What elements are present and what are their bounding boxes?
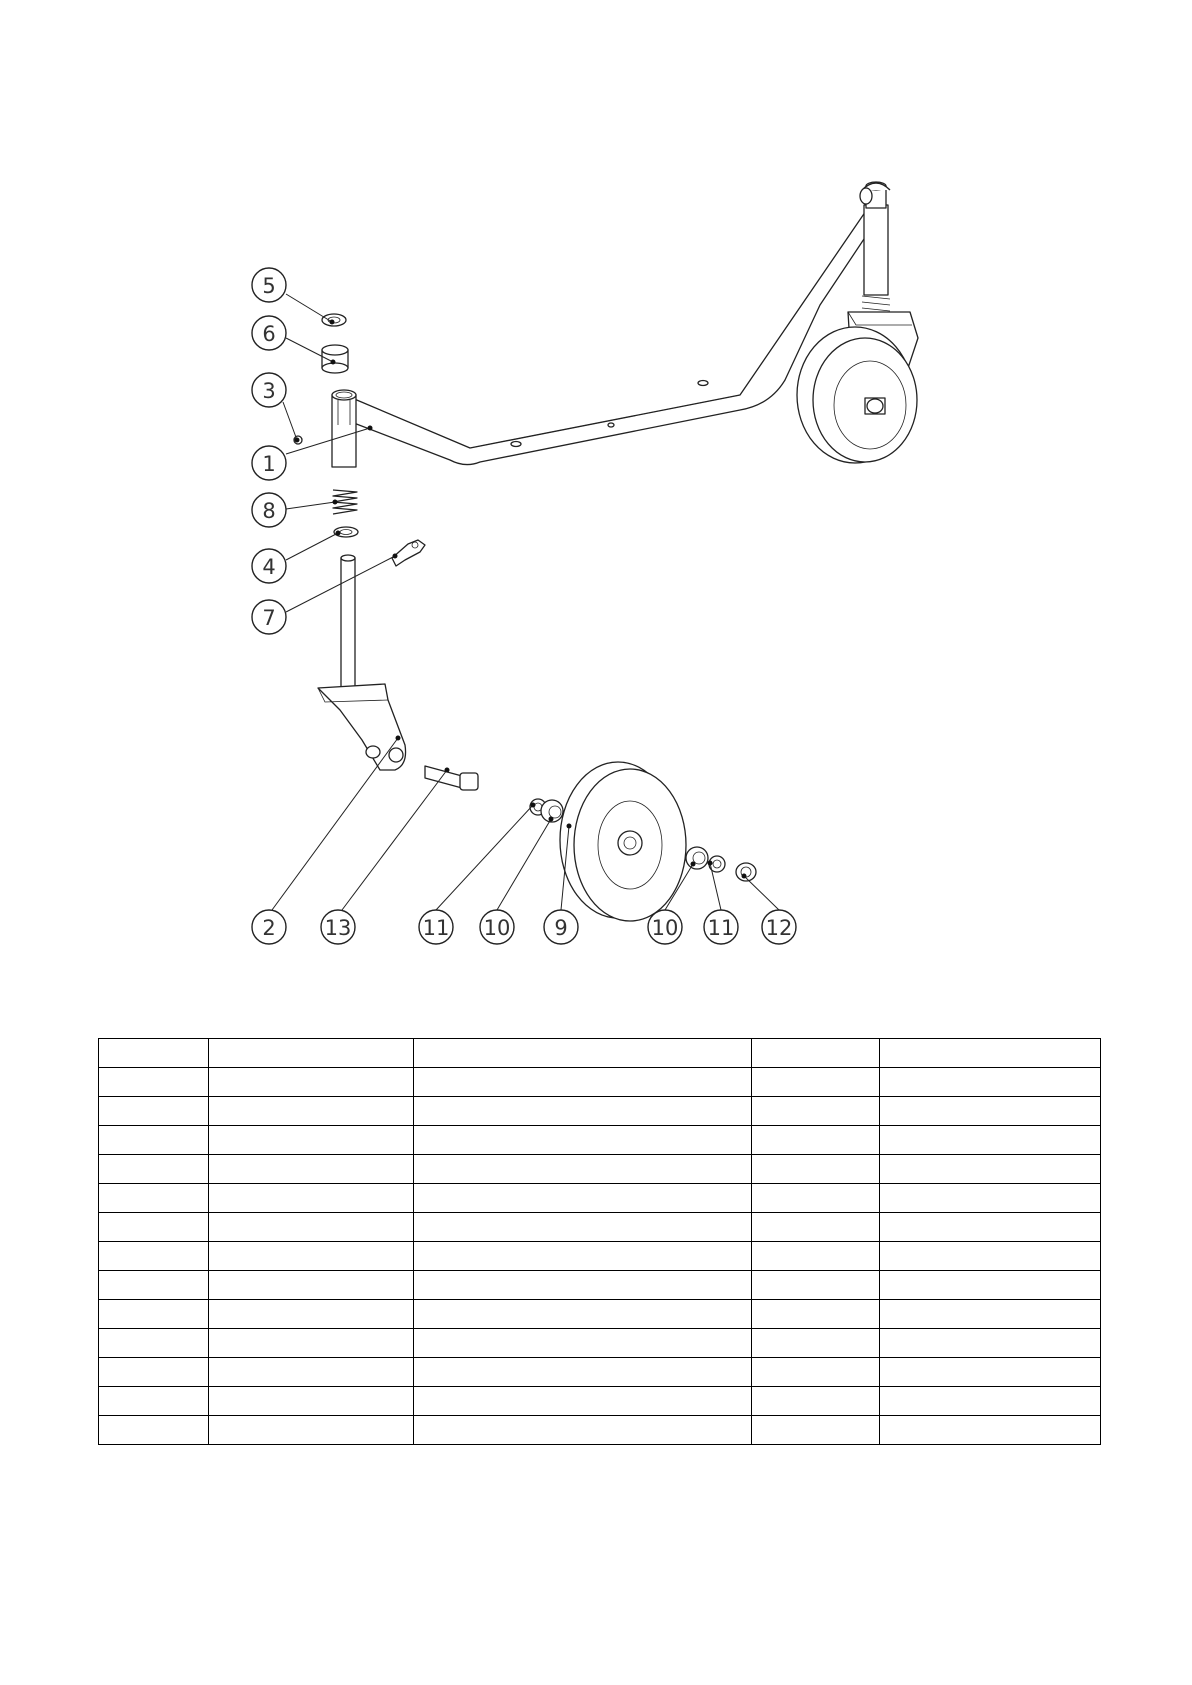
table-cell	[880, 1039, 1101, 1068]
callout-13	[321, 910, 355, 944]
table-cell	[99, 1097, 209, 1126]
part-10-bearing-right	[686, 847, 708, 869]
table-row	[99, 1300, 1101, 1329]
table-cell	[880, 1358, 1101, 1387]
callout-9	[544, 910, 578, 944]
callout-2	[252, 910, 286, 944]
table-cell	[414, 1039, 752, 1068]
callout-11-left	[419, 910, 453, 944]
table-cell	[99, 1068, 209, 1097]
callout-10-right	[648, 910, 682, 944]
callout-6	[252, 316, 286, 350]
table-cell	[414, 1387, 752, 1416]
table-cell	[880, 1300, 1101, 1329]
table-cell	[880, 1097, 1101, 1126]
table-cell	[414, 1271, 752, 1300]
table-cell	[209, 1155, 414, 1184]
table-cell	[752, 1155, 880, 1184]
table-cell	[209, 1097, 414, 1126]
callout-11-right	[704, 910, 738, 944]
table-cell	[752, 1213, 880, 1242]
table-cell	[752, 1184, 880, 1213]
svg-text:7: 7	[262, 606, 276, 630]
table-row	[99, 1213, 1101, 1242]
table-cell	[752, 1329, 880, 1358]
svg-text:10: 10	[483, 916, 511, 940]
table-cell	[99, 1184, 209, 1213]
callout-3	[252, 373, 286, 407]
table-row	[99, 1416, 1101, 1445]
table-row	[99, 1068, 1101, 1097]
table-cell	[752, 1126, 880, 1155]
table-cell	[414, 1184, 752, 1213]
table-cell	[880, 1213, 1101, 1242]
table-cell	[880, 1184, 1101, 1213]
table-cell	[414, 1242, 752, 1271]
table-cell	[209, 1387, 414, 1416]
table-cell	[209, 1184, 414, 1213]
table-cell	[880, 1271, 1101, 1300]
part-9-wheel	[560, 762, 686, 921]
table-cell	[99, 1039, 209, 1068]
table-cell	[209, 1039, 414, 1068]
svg-text:10: 10	[651, 916, 679, 940]
table-cell	[209, 1068, 414, 1097]
table-cell	[414, 1358, 752, 1387]
table-cell	[209, 1242, 414, 1271]
part-2-caster-fork	[318, 555, 406, 770]
table-cell	[414, 1329, 752, 1358]
table-cell	[752, 1039, 880, 1068]
table-cell	[752, 1387, 880, 1416]
svg-text:4: 4	[262, 555, 276, 579]
table-cell	[414, 1126, 752, 1155]
callout-8	[252, 493, 286, 527]
part-6-bushing	[322, 345, 348, 373]
table-cell	[752, 1416, 880, 1445]
callout-12	[762, 910, 796, 944]
parts-list-body	[99, 1039, 1101, 1445]
callout-1	[252, 446, 286, 480]
table-cell	[752, 1068, 880, 1097]
table-cell	[209, 1300, 414, 1329]
table-cell	[99, 1329, 209, 1358]
table-cell	[880, 1126, 1101, 1155]
table-cell	[99, 1155, 209, 1184]
svg-text:9: 9	[554, 916, 568, 940]
table-cell	[209, 1213, 414, 1242]
table-cell	[209, 1329, 414, 1358]
svg-text:11: 11	[422, 916, 450, 940]
table-cell	[414, 1416, 752, 1445]
svg-text:12: 12	[765, 916, 793, 940]
table-cell	[209, 1271, 414, 1300]
table-cell	[99, 1300, 209, 1329]
table-row	[99, 1387, 1101, 1416]
table-row	[99, 1126, 1101, 1155]
table-cell	[414, 1068, 752, 1097]
callout-4	[252, 549, 286, 583]
table-cell	[880, 1387, 1101, 1416]
svg-text:13: 13	[324, 916, 352, 940]
part-13-axle-bolt	[425, 766, 478, 790]
svg-text:5: 5	[262, 274, 276, 298]
table-row	[99, 1242, 1101, 1271]
table-cell	[414, 1155, 752, 1184]
parts-list-table	[98, 1038, 1101, 1445]
callout-7	[252, 600, 286, 634]
table-row	[99, 1039, 1101, 1068]
table-cell	[99, 1126, 209, 1155]
table-cell	[99, 1358, 209, 1387]
table-row	[99, 1329, 1101, 1358]
table-cell	[880, 1416, 1101, 1445]
svg-text:1: 1	[262, 452, 276, 476]
table-cell	[752, 1097, 880, 1126]
table-cell	[752, 1300, 880, 1329]
table-cell	[880, 1329, 1101, 1358]
svg-text:3: 3	[262, 379, 276, 403]
table-cell	[414, 1213, 752, 1242]
table-cell	[99, 1213, 209, 1242]
table-row	[99, 1358, 1101, 1387]
table-cell	[414, 1300, 752, 1329]
svg-text:11: 11	[707, 916, 735, 940]
table-row	[99, 1184, 1101, 1213]
table-row	[99, 1271, 1101, 1300]
table-cell	[99, 1416, 209, 1445]
table-row	[99, 1155, 1101, 1184]
table-cell	[99, 1242, 209, 1271]
table-cell	[752, 1271, 880, 1300]
table-cell	[752, 1242, 880, 1271]
callout-5	[252, 268, 286, 302]
table-cell	[209, 1126, 414, 1155]
frame-assembly	[332, 182, 918, 467]
table-cell	[99, 1271, 209, 1300]
table-cell	[880, 1068, 1101, 1097]
table-row	[99, 1097, 1101, 1126]
table-cell	[752, 1358, 880, 1387]
table-cell	[209, 1416, 414, 1445]
table-cell	[414, 1097, 752, 1126]
table-cell	[209, 1358, 414, 1387]
svg-text:8: 8	[262, 499, 276, 523]
callout-10-left	[480, 910, 514, 944]
table-cell	[99, 1387, 209, 1416]
svg-text:2: 2	[262, 916, 276, 940]
svg-text:6: 6	[262, 322, 276, 346]
part-7-lever	[392, 540, 425, 566]
table-cell	[880, 1242, 1101, 1271]
table-cell	[880, 1155, 1101, 1184]
part-5-cap	[322, 314, 346, 326]
